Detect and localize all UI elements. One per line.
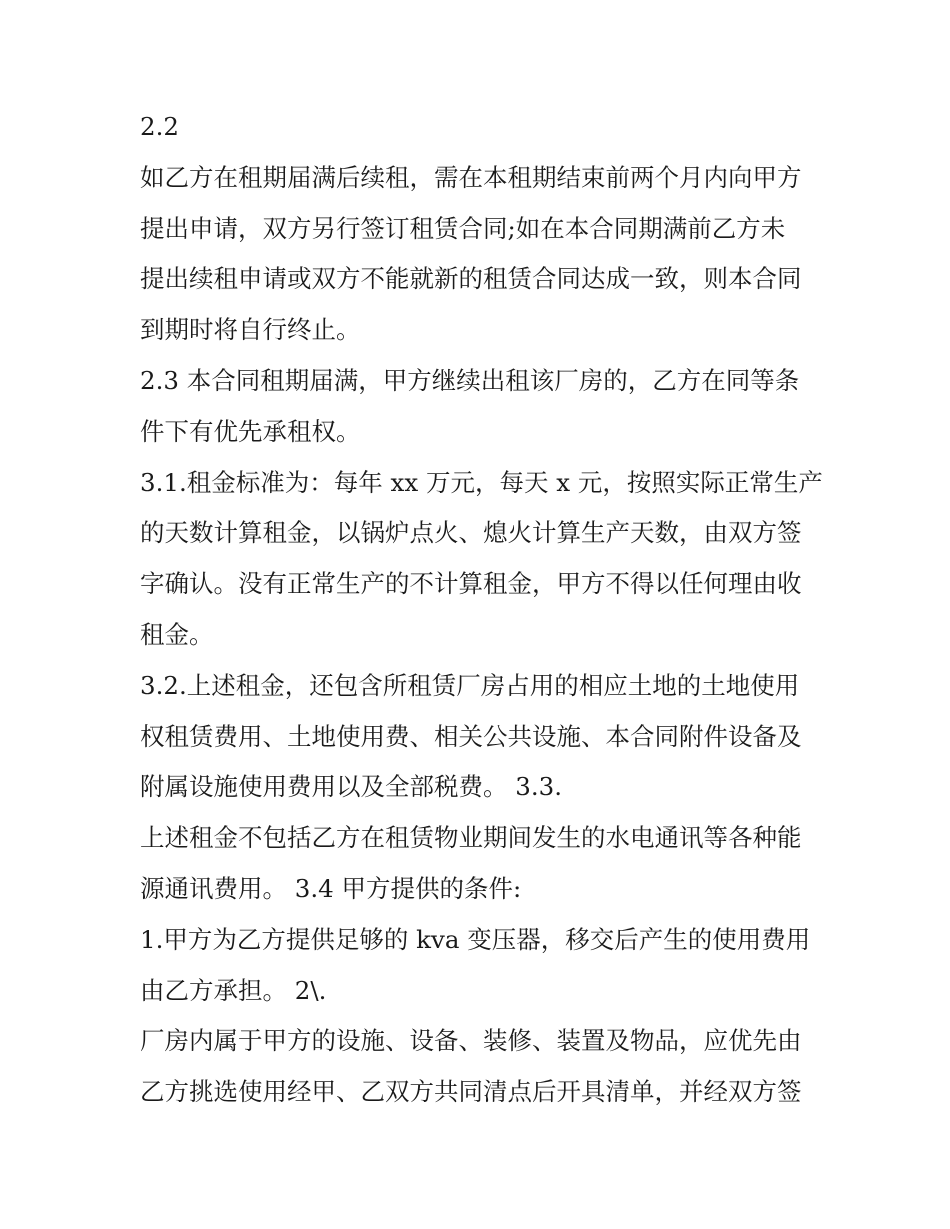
text-line: 1.甲方为乙方提供足够的 kva 变压器，移交后产生的使用费用 bbox=[140, 924, 811, 954]
text-line: 如乙方在租期届满后续租，需在本租期结束前两个月内向甲方 bbox=[140, 162, 802, 192]
text-line: 上述租金不包括乙方在租赁物业期间发生的水电通讯等各种能 bbox=[140, 823, 802, 853]
text-line: 附属设施使用费用以及全部税费。 3.3. bbox=[140, 772, 563, 802]
text-line: 字确认。没有正常生产的不计算租金，甲方不得以任何理由收 bbox=[140, 569, 802, 599]
text-line: 3.1.租金标准为：每年 xx 万元，每天 x 元，按照实际正常生产 bbox=[140, 467, 823, 497]
text-line: 乙方挑选使用经甲、乙双方共同清点后开具清单，并经双方签 bbox=[140, 1077, 802, 1107]
text-line: 提出申请，双方另行签订租赁合同;如在本合同期满前乙方未 bbox=[140, 213, 786, 243]
text-line: 到期时将自行终止。 bbox=[140, 315, 361, 345]
contract-text bbox=[140, 102, 830, 1118]
text-line: 由乙方承担。 2\. bbox=[140, 975, 327, 1005]
text-line: 权租赁费用、土地使用费、相关公共设施、本合同附件设备及 bbox=[140, 721, 802, 751]
text-line: 厂房内属于甲方的设施、设备、装修、装置及物品，应优先由 bbox=[140, 1026, 802, 1056]
text-line: 的天数计算租金，以锅炉点火、熄火计算生产天数，由双方签 bbox=[140, 518, 802, 548]
text-line: 租金。 bbox=[140, 619, 214, 649]
text-line: 3.2.上述租金，还包含所租赁厂房占用的相应土地的土地使用 bbox=[140, 670, 800, 700]
text-line: 2.3 本合同租期届满，甲方继续出租该厂房的，乙方在同等条 bbox=[140, 365, 800, 395]
text-line: 2.2 bbox=[140, 112, 179, 141]
text-line: 件下有优先承租权。 bbox=[140, 416, 361, 446]
text-line: 源通讯费用。 3.4 甲方提供的条件: bbox=[140, 873, 522, 903]
text-line: 提出续租申请或双方不能就新的租赁合同达成一致，则本合同 bbox=[140, 264, 802, 294]
